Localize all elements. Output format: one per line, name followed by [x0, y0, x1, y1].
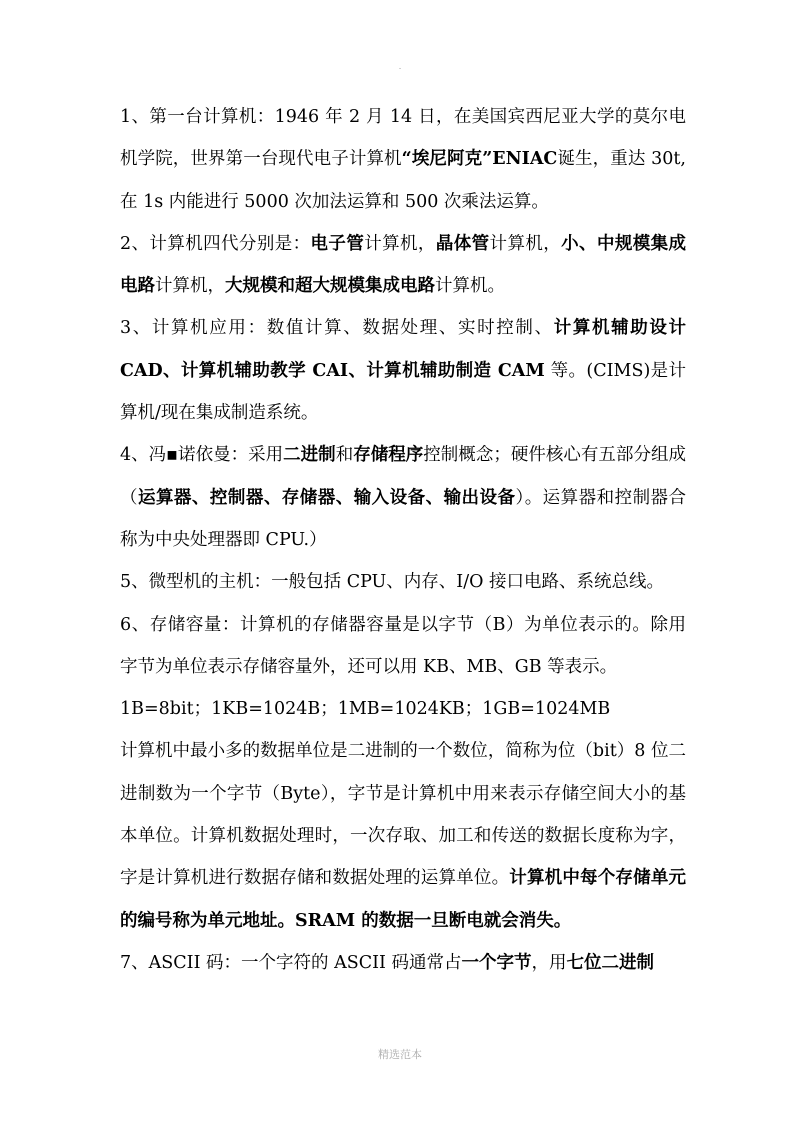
- paragraph-7: 7、ASCII 码：一个字符的 ASCII 码通常占一个字节，用七位二进制: [120, 952, 655, 973]
- paragraph-2: 2、计算机四代分别是：电子管计算机，晶体管计算机，小、中规模集成电路计算机，大规模和超大规模集成电路计算机。: [120, 233, 687, 297]
- paragraph-6: 6、存储容量：计算机的存储器容量是以字节（B）为单位表示的。除用字节为单位表示存储容量外，还可以用 KB、MB、GB 等表示。: [120, 614, 686, 677]
- paragraph-3: 3、计算机应用：数值计算、数据处理、实时控制、计算机辅助设计 CAD、计算机辅助教学 CAI、计算机辅助制造 CAM 等。(CIMS)是计算机/现在集成制造系统。: [120, 318, 687, 424]
- paragraph-4: 4、冯▪诺依曼：采用二进制和存储程序控制概念；硬件核心有五部分组成（运算器、控制器、存储器、输入设备、输出设备）。运算器和控制器合称为中央处理器即 CPU.）: [120, 445, 687, 550]
- document-body: [120, 96, 686, 984]
- page-footer: 精选范本: [378, 1048, 422, 1061]
- header-mark: .: [398, 62, 402, 71]
- paragraph-5: 5、微型机的主机：一般包括 CPU、内存、I/O 接口电路、系统总线。: [120, 572, 665, 593]
- paragraph-1: 1、第一台计算机：1946 年 2 月 14 日，在美国宾西尼亚大学的莫尔电机学院，世界第一台现代电子计算机“埃尼阿克”ENIAC诞生，重达 30t,在 1s 内能进行 5000 次加法运算和 500 次乘法运算。: [120, 107, 686, 212]
- paragraph-bit-byte: 计算机中最小多的数据单位是二进制的一个数位，简称为位（bit）8 位二进制数为一个字节（Byte），字节是计算机中用来表示存储空间大小的基本单位。计算机数据处理时，一次存取、加工和传送的数据长度称为字，字是计算机进行数据存储和数据处理的运算单位。计算机中每个存储单元的编号称为单元地址。SRAM 的数据一旦断电就会消失。: [120, 741, 687, 931]
- paragraph-unit-conversion: 1B=8bit；1KB=1024B；1MB=1024KB；1GB=1024MB: [120, 699, 611, 720]
